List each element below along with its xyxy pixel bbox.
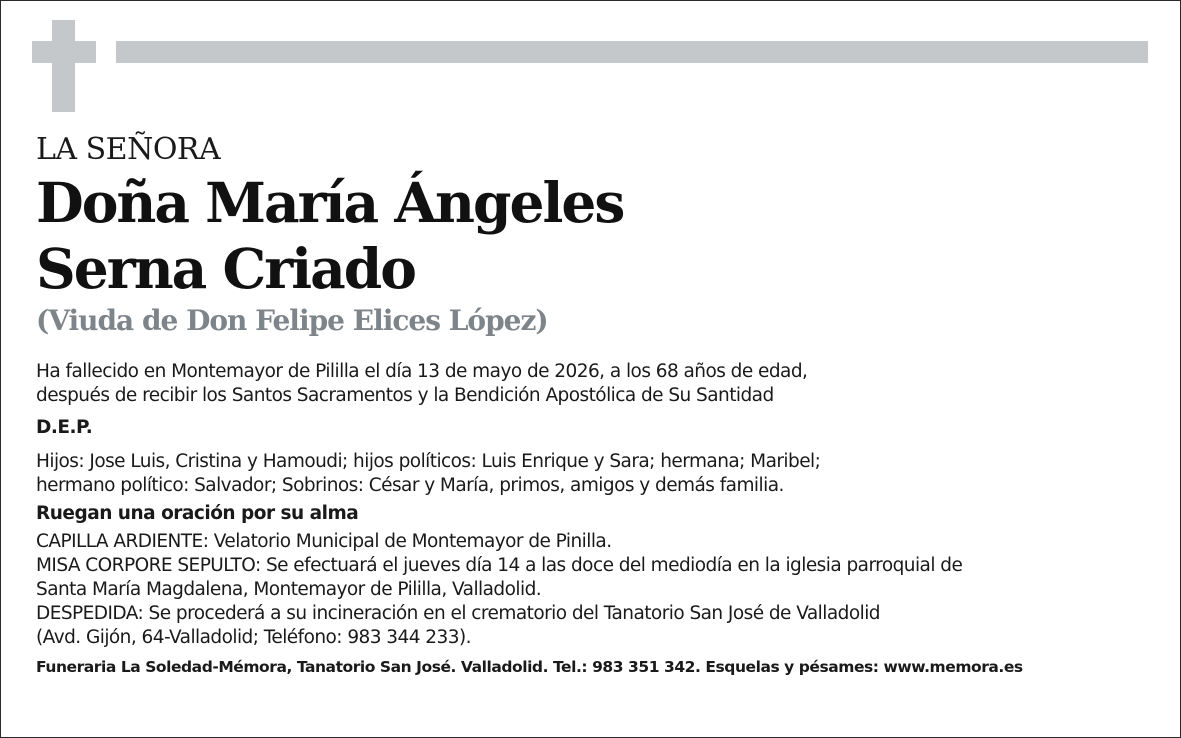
funeral-home-footer: Funeraria La Soledad-Mémora, Tanatorio San José. Valladolid. Tel.: 983 351 342. Esquelas y pésames: www.memora.es xyxy=(36,658,1023,676)
title-label: LA SEÑORA xyxy=(36,132,221,167)
service-line: (Avd. Gijón, 64-Valladolid; Teléfono: 983 344 233). xyxy=(36,627,471,648)
service-line: MISA CORPORE SEPULTO: Se efectuará el jueves día 14 a las doce del mediodía en la iglesia parroquial de xyxy=(36,555,963,576)
death-line: después de recibir los Santos Sacramentos y la Bendición Apostólica de Su Santidad xyxy=(36,385,774,406)
death-announcement xyxy=(36,360,1146,408)
cross-horizontal-bar xyxy=(32,41,96,63)
service-line: DESPEDIDA: Se procederá a su incineración en el crematorio del Tanatorio San José de Valladolid xyxy=(36,603,880,624)
prayer-request: Ruegan una oración por su alma xyxy=(36,503,359,524)
service-details xyxy=(36,530,1146,650)
name-line-1: Doña María Ángeles xyxy=(36,170,624,235)
family-line: hermano político: Salvador; Sobrinos: César y María, primos, amigos y demás familia. xyxy=(36,475,784,496)
family-list xyxy=(36,450,1146,498)
notice-content xyxy=(36,130,1146,678)
family-line: Hijos: Jose Luis, Cristina y Hamoudi; hijos políticos: Luis Enrique y Sara; hermana; Maribel; xyxy=(36,451,821,472)
service-line: CAPILLA ARDIENTE: Velatorio Municipal de Montemayor de Pinilla. xyxy=(36,531,612,552)
name-line-2: Serna Criado xyxy=(36,236,415,301)
widow-of: (Viuda de Don Felipe Elices López) xyxy=(36,304,548,337)
header-rule xyxy=(116,41,1148,63)
service-line: Santa María Magdalena, Montemayor de Pililla, Valladolid. xyxy=(36,579,542,600)
death-line: Ha fallecido en Montemayor de Pililla el día 13 de mayo de 2026, a los 68 años de edad, xyxy=(36,361,808,382)
cross-vertical-bar xyxy=(52,20,75,112)
dep-label: D.E.P. xyxy=(36,417,93,438)
deceased-name xyxy=(36,170,1146,302)
